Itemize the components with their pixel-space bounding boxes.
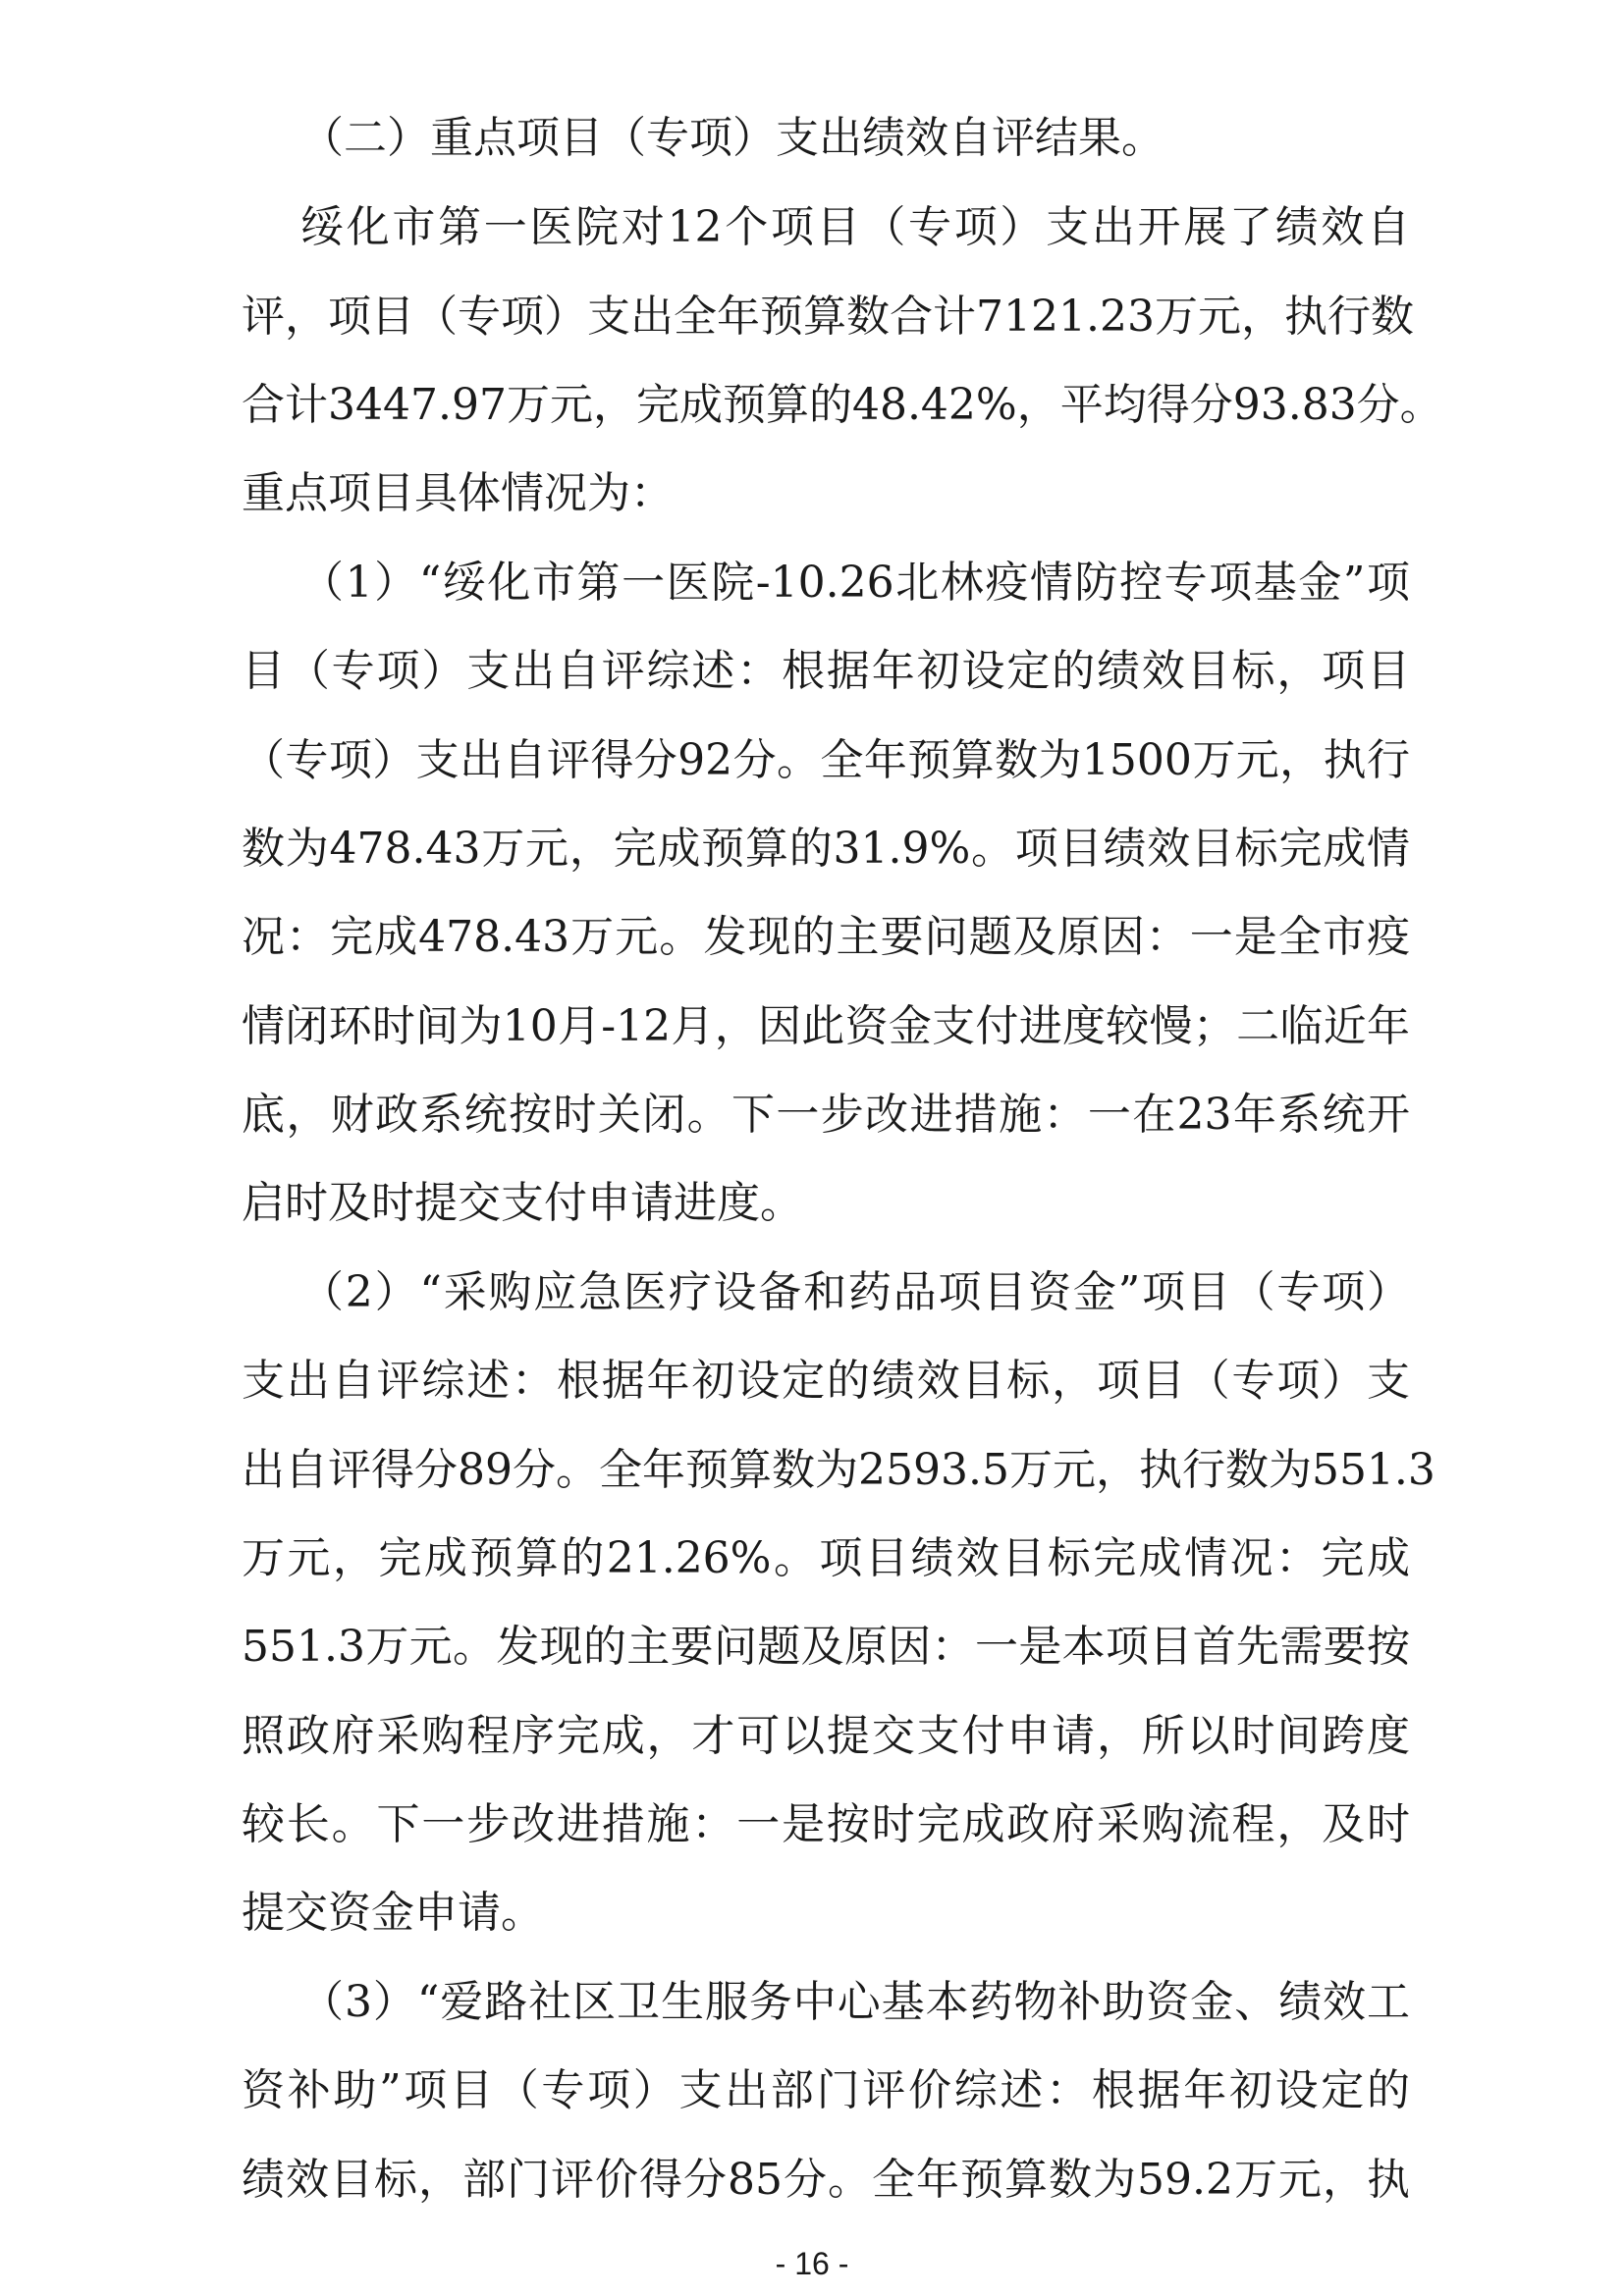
paragraph-line: 提交资金申请。 <box>242 1888 544 1938</box>
paragraph-line: （1）“绥化市第一医院-10.26北林疫情防控专项基金”项 <box>300 558 1410 608</box>
paragraph-line: 绥化市第一医院对12个项目（专项）支出开展了绩效自 <box>300 202 1410 252</box>
paragraph-line: （3）“爱路社区卫生服务中心基本药物补助资金、绩效工 <box>300 1977 1410 2027</box>
paragraph-line: 绩效目标，部门评价得分85分。全年预算数为59.2万元，执 <box>242 2155 1410 2205</box>
paragraph-line: 照政府采购程序完成，才可以提交支付申请，所以时间跨度 <box>242 1711 1410 1761</box>
paragraph-line: 数为478.43万元，完成预算的31.9%。项目绩效目标完成情 <box>242 824 1410 874</box>
paragraph-line: 况：完成478.43万元。发现的主要问题及原因：一是全市疫 <box>242 912 1410 962</box>
paragraph-line: 资补助”项目（专项）支出部门评价综述：根据年初设定的 <box>242 2065 1410 2115</box>
paragraph-line: 目（专项）支出自评综述：根据年初设定的绩效目标，项目 <box>242 646 1410 696</box>
page-number: - 16 - <box>775 2246 849 2281</box>
paragraph-line: 启时及时提交支付申请进度。 <box>242 1178 803 1228</box>
paragraph-line: 较长。下一步改进措施：一是按时完成政府采购流程，及时 <box>242 1799 1410 1849</box>
paragraph-line: 情闭环时间为10月-12月，因此资金支付进度较慢；二临近年 <box>242 1001 1410 1051</box>
paragraph-line: 底，财政系统按时关闭。下一步改进措施：一在23年系统开 <box>242 1090 1410 1140</box>
paragraph-line: （2）“采购应急医疗设备和药品项目资金”项目（专项） <box>300 1267 1410 1317</box>
paragraph-line: 重点项目具体情况为： <box>242 468 674 518</box>
paragraph-line: 评，项目（专项）支出全年预算数合计7121.23万元，执行数 <box>242 292 1414 342</box>
paragraph-line: 551.3万元。发现的主要问题及原因：一是本项目首先需要按 <box>242 1622 1410 1672</box>
paragraph-line: 支出自评综述：根据年初设定的绩效目标，项目（专项）支 <box>242 1356 1410 1406</box>
paragraph-line: 出自评得分89分。全年预算数为2593.5万元，执行数为551.3 <box>242 1445 1435 1495</box>
section-heading: （二）重点项目（专项）支出绩效自评结果。 <box>300 113 1164 163</box>
paragraph-line: 合计3447.97万元，完成预算的48.42%，平均得分93.83分。 <box>242 380 1443 430</box>
paragraph-line: 万元，完成预算的21.26%。项目绩效目标完成情况：完成 <box>242 1533 1410 1583</box>
paragraph-line: （专项）支出自评得分92分。全年预算数为1500万元，执行 <box>242 735 1410 785</box>
